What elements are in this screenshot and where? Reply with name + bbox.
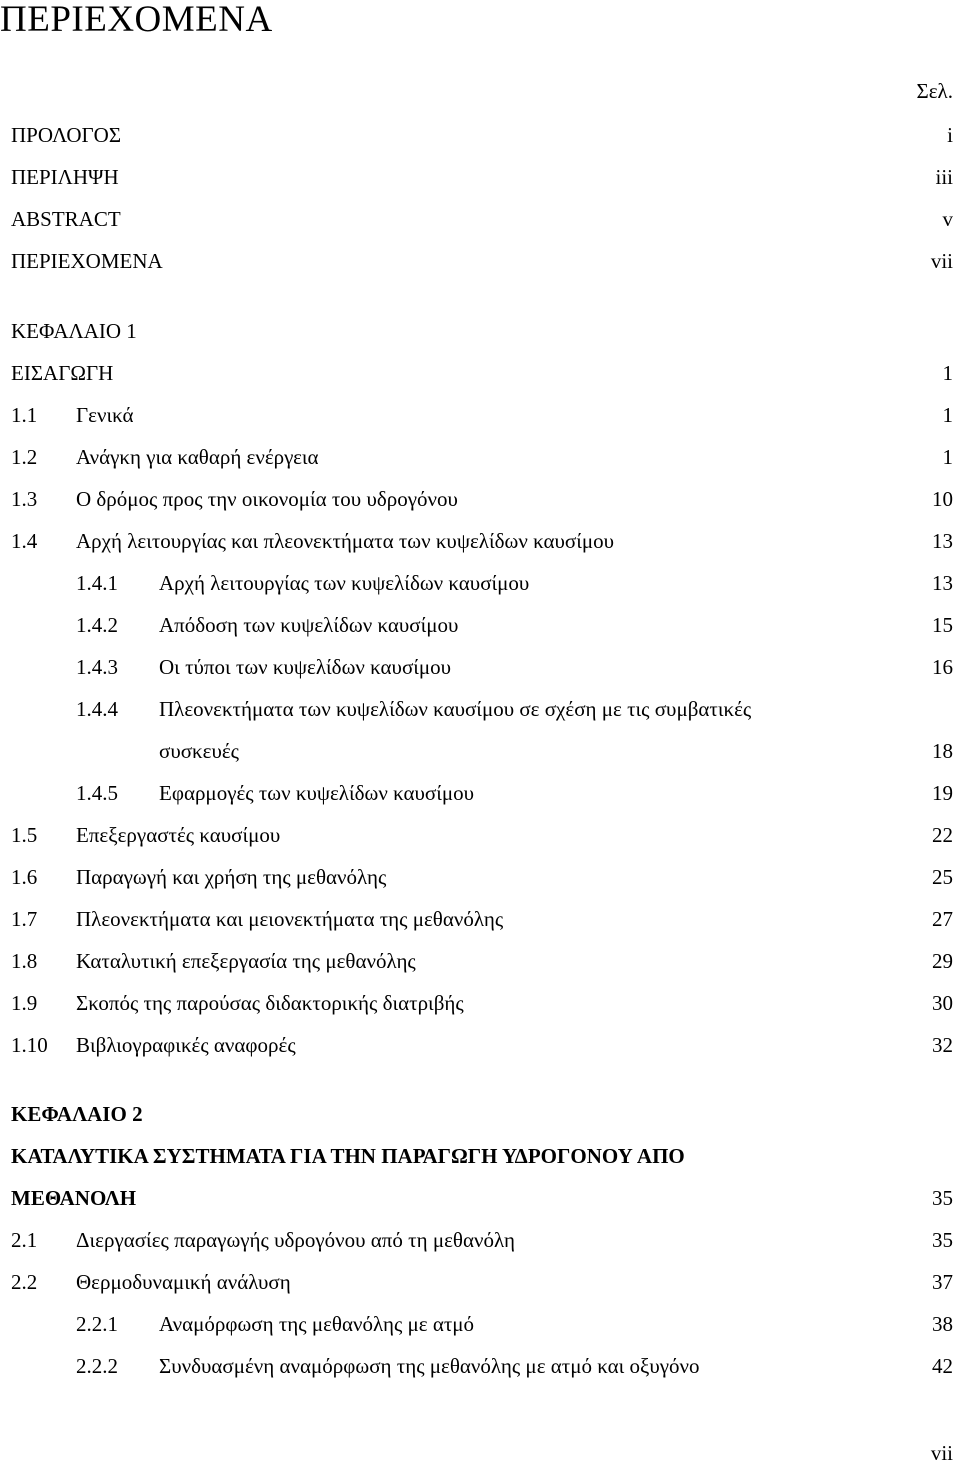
toc-entry-title: ΠΕΡΙΕΧΟΜΕΝΑ bbox=[11, 249, 163, 273]
chapter-title: ΚΑΤΑΛΥΤΙΚΑ ΣΥΣΤΗΜΑΤΑ ΓΙΑ ΤΗΝ ΠΑΡΑΓΩΓΗ ΥΔΡΟΓΟΝΟΥ ΑΠΟ bbox=[11, 1144, 685, 1168]
section-title: Αρχή λειτουργίας και πλεονεκτήματα των κυψελίδων καυσίμου bbox=[76, 529, 615, 553]
toc-entry-page: 27 bbox=[932, 907, 953, 931]
section-number: 1.3 bbox=[11, 487, 38, 511]
toc-entry-section bbox=[0, 528, 960, 554]
section-number: 1.9 bbox=[11, 991, 38, 1015]
subsection-number: 1.4.4 bbox=[76, 697, 118, 721]
section-number: 2.2 bbox=[11, 1270, 38, 1294]
toc-entry-section bbox=[0, 1032, 960, 1058]
section-title: Ο δρόμος προς την οικονομία του υδρογόνου bbox=[76, 487, 458, 511]
toc-entry-subsection bbox=[0, 696, 960, 722]
section-title: Παραγωγή και χρήση της μεθανόλης bbox=[76, 865, 387, 889]
toc-entry-page: 13 bbox=[932, 529, 953, 553]
footer-page-number: vii bbox=[930, 1441, 953, 1465]
subsection-title: Αναμόρφωση της μεθανόλης με ατμό bbox=[159, 1312, 475, 1336]
section-number: 1.10 bbox=[11, 1033, 48, 1057]
toc-entry-front bbox=[0, 164, 960, 190]
toc-entry-page: 10 bbox=[932, 487, 953, 511]
toc-entry-subsection bbox=[0, 612, 960, 638]
toc-entry-front bbox=[0, 122, 960, 148]
toc-entry-subsection bbox=[0, 1311, 960, 1337]
chapter-1-label bbox=[0, 318, 960, 344]
chapter-label: ΚΕΦΑΛΑΙΟ 2 bbox=[11, 1102, 143, 1126]
toc-entry-page: 1 bbox=[942, 403, 953, 427]
section-number: 1.8 bbox=[11, 949, 38, 973]
toc-entry-front bbox=[0, 248, 960, 274]
subsection-title: Αρχή λειτουργίας των κυψελίδων καυσίμου bbox=[159, 571, 530, 595]
subsection-number: 1.4.1 bbox=[76, 571, 118, 595]
page-title: ΠΕΡΙΕΧΟΜΕΝΑ bbox=[0, 0, 273, 40]
section-number: 1.7 bbox=[11, 907, 38, 931]
subsection-number: 1.4.2 bbox=[76, 613, 118, 637]
chapter-2-heading-line-1 bbox=[0, 1143, 960, 1169]
toc-entry-front bbox=[0, 206, 960, 232]
section-number: 1.2 bbox=[11, 445, 38, 469]
chapter-title-continuation: ΜΕΘΑΝΟΛΗ bbox=[11, 1186, 137, 1210]
section-title: Σκοπός της παρούσας διδακτορικής διατριβής bbox=[76, 991, 464, 1015]
toc-entry-page: 1 bbox=[942, 445, 953, 469]
toc-entry-section bbox=[0, 864, 960, 890]
section-title: Διεργασίες παραγωγής υδρογόνου από τη μεθανόλη bbox=[76, 1228, 515, 1252]
toc-entry-page: 30 bbox=[932, 991, 953, 1015]
toc-entry-page: v bbox=[942, 207, 953, 231]
subsection-title: Συνδυασμένη αναμόρφωση της μεθανόλης με ατμό και οξυγόνο bbox=[159, 1354, 700, 1378]
section-number: 2.1 bbox=[11, 1228, 38, 1252]
toc-entry-page: 42 bbox=[932, 1354, 953, 1378]
subsection-number: 1.4.5 bbox=[76, 781, 118, 805]
chapter-1-heading bbox=[0, 360, 960, 386]
toc-entry-title: ΠΕΡΙΛΗΨΗ bbox=[11, 165, 119, 189]
subsection-number: 2.2.1 bbox=[76, 1312, 118, 1336]
section-number: 1.1 bbox=[11, 403, 38, 427]
toc-entry-page: iii bbox=[935, 165, 953, 189]
toc-entry-section bbox=[0, 990, 960, 1016]
toc-entry-page: 22 bbox=[932, 823, 953, 847]
toc-entry-page: 25 bbox=[932, 865, 953, 889]
toc-entry-section bbox=[0, 948, 960, 974]
section-title: Καταλυτική επεξεργασία της μεθανόλης bbox=[76, 949, 416, 973]
toc-entry-section bbox=[0, 486, 960, 512]
toc-entry-section bbox=[0, 1227, 960, 1253]
subsection-title: Εφαρμογές των κυψελίδων καυσίμου bbox=[159, 781, 475, 805]
toc-entry-section bbox=[0, 444, 960, 470]
section-number: 1.4 bbox=[11, 529, 38, 553]
toc-entry-page: 38 bbox=[932, 1312, 953, 1336]
section-title: Γενικά bbox=[76, 403, 134, 427]
toc-entry-section bbox=[0, 1269, 960, 1295]
toc-entry-section bbox=[0, 822, 960, 848]
toc-entry-page: 19 bbox=[932, 781, 953, 805]
toc-entry-page: i bbox=[947, 123, 953, 147]
toc-entry-page: 37 bbox=[932, 1270, 953, 1294]
section-title: Θερμοδυναμική ανάλυση bbox=[76, 1270, 291, 1294]
toc-entry-subsection bbox=[0, 570, 960, 596]
toc-entry-subsection bbox=[0, 1353, 960, 1379]
toc-entry-page: 13 bbox=[932, 571, 953, 595]
subsection-title: Οι τύποι των κυψελίδων καυσίμου bbox=[159, 655, 452, 679]
page-column-header: Σελ. bbox=[916, 79, 953, 103]
toc-entry-subsection bbox=[0, 654, 960, 680]
subsection-number: 1.4.3 bbox=[76, 655, 118, 679]
chapter-label: ΚΕΦΑΛΑΙΟ 1 bbox=[11, 319, 137, 343]
toc-entry-page: 29 bbox=[932, 949, 953, 973]
toc-entry-section bbox=[0, 906, 960, 932]
toc-entry-title: ΠΡΟΛΟΓΟΣ bbox=[11, 123, 122, 147]
toc-entry-page: 35 bbox=[932, 1186, 953, 1210]
section-number: 1.5 bbox=[11, 823, 38, 847]
section-number: 1.6 bbox=[11, 865, 38, 889]
section-title: Ανάγκη για καθαρή ενέργεια bbox=[76, 445, 319, 469]
toc-entry-section bbox=[0, 402, 960, 428]
chapter-2-label bbox=[0, 1101, 960, 1127]
subsection-title: Απόδοση των κυψελίδων καυσίμου bbox=[159, 613, 459, 637]
section-title: Βιβλιογραφικές αναφορές bbox=[76, 1033, 296, 1057]
section-title: Πλεονεκτήματα και μειονεκτήματα της μεθανόλης bbox=[76, 907, 504, 931]
section-title: Επεξεργαστές καυσίμου bbox=[76, 823, 281, 847]
toc-entry-page: 18 bbox=[932, 739, 953, 763]
toc-entry-title: ABSTRACT bbox=[11, 207, 121, 231]
toc-entry-page: 16 bbox=[932, 655, 953, 679]
subsection-title: Πλεονεκτήματα των κυψελίδων καυσίμου σε σχέση με τις συμβατικές bbox=[159, 697, 752, 721]
toc-entry-page: 32 bbox=[932, 1033, 953, 1057]
toc-entry-page: 35 bbox=[932, 1228, 953, 1252]
toc-entry-subsection-continuation bbox=[0, 738, 960, 764]
subsection-number: 2.2.2 bbox=[76, 1354, 118, 1378]
subsection-title-continuation: συσκευές bbox=[159, 739, 239, 763]
toc-entry-subsection bbox=[0, 780, 960, 806]
toc-entry-page: 1 bbox=[942, 361, 953, 385]
chapter-2-heading-line-2 bbox=[0, 1185, 960, 1211]
toc-entry-page: vii bbox=[930, 249, 953, 273]
chapter-title: ΕΙΣΑΓΩΓΗ bbox=[11, 361, 114, 385]
toc-entry-page: 15 bbox=[932, 613, 953, 637]
